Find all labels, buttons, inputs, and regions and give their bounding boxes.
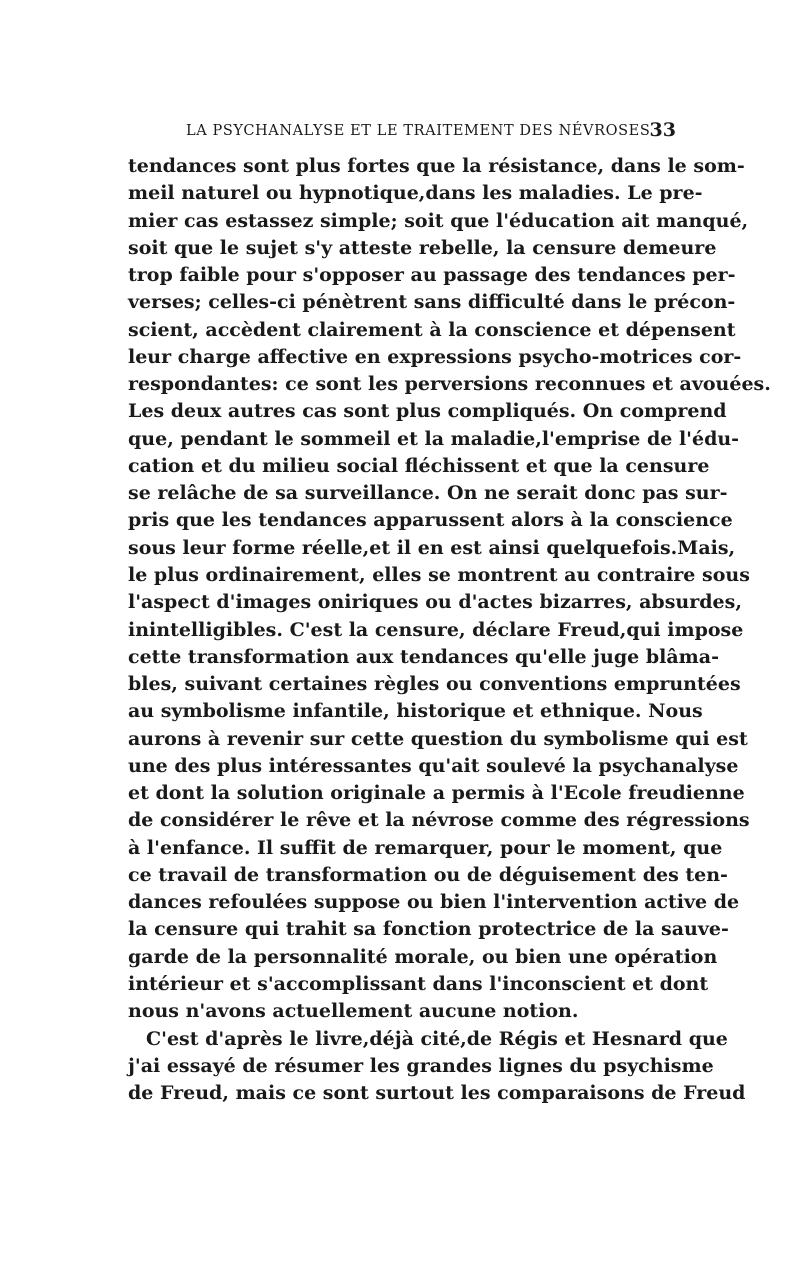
text-line: au symbolisme infantile, historique et ethnique. Nous — [128, 700, 703, 723]
text-line: C'est d'après le livre,déjà cité,de Régis et Hesnard que — [146, 1027, 728, 1050]
text-line: de Freud, mais ce sont surtout les comparaisons de Freud — [128, 1082, 746, 1105]
text-line: intérieur et s'accomplissant dans l'inconscient et dont — [128, 972, 709, 995]
text-line: trop faible pour s'opposer au passage des tendances per- — [128, 264, 736, 287]
text-line: mier cas estassez simple; soit que l'éducation ait manqué, — [128, 209, 749, 232]
text-line: ce travail de transformation ou de déguisement des ten- — [128, 863, 728, 886]
running-title: LA PSYCHANALYSE ET LE TRAITEMENT DES NÉVROSES — [186, 123, 651, 139]
text-line: l'aspect d'images oniriques ou d'actes bizarres, absurdes, — [128, 591, 742, 614]
body-text — [128, 153, 771, 1107]
text-line: scient, accèdent clairement à la conscience et dépensent — [128, 318, 736, 341]
text-line: aurons à revenir sur cette question du symbolisme qui est — [128, 727, 748, 750]
text-line: se relâche de sa surveillance. On ne serait donc pas sur- — [128, 482, 728, 505]
text-line: Les deux autres cas sont plus compliqués. On comprend — [128, 400, 727, 423]
text-line: le plus ordinairement, elles se montrent au contraire sous — [128, 563, 750, 586]
text-line: cation et du milieu social fléchissent et que la censure — [128, 454, 710, 477]
text-line: bles, suivant certaines règles ou conventions empruntées — [128, 673, 741, 696]
text-line: que, pendant le sommeil et la maladie,l'emprise de l'édu- — [128, 427, 740, 450]
text-line: nous n'avons actuellement aucune notion. — [128, 1000, 579, 1023]
text-line: pris que les tendances apparussent alors à la conscience — [128, 509, 733, 532]
text-line: une des plus intéressantes qu'ait soulevé la psychanalyse — [128, 754, 739, 777]
text-line: respondantes: ce sont les perversions reconnues et avouées. — [128, 373, 771, 396]
running-head — [186, 119, 676, 143]
text-line: tendances sont plus fortes que la résistance, dans le som- — [128, 155, 745, 177]
text-line: à l'enfance. Il suffit de remarquer, pour le moment, que — [128, 836, 723, 859]
text-line: de considérer le rêve et la névrose comme des régressions — [128, 809, 750, 832]
page-number: 33 — [649, 119, 676, 141]
text-line: cette transformation aux tendances qu'elle juge blâma- — [128, 645, 719, 668]
text-line: j'ai essayé de résumer les grandes lignes du psychisme — [128, 1054, 714, 1077]
text-line: soit que le sujet s'y atteste rebelle, la censure demeure — [128, 236, 717, 259]
text-line: leur charge affective en expressions psycho-motrices cor- — [128, 345, 742, 368]
text-line: et dont la solution originale a permis à l'Ecole freudienne — [128, 782, 745, 805]
text-line: la censure qui trahit sa fonction protectrice de la sauve- — [128, 918, 729, 941]
text-line: verses; celles-ci pénètrent sans difficulté dans le précon- — [128, 291, 736, 314]
text-line: meil naturel ou hypnotique,dans les maladies. Le pre- — [128, 182, 703, 205]
text-line: garde de la personnalité morale, ou bien une opération — [128, 945, 718, 968]
text-line: dances refoulées suppose ou bien l'intervention active de — [128, 891, 740, 914]
text-line: sous leur forme réelle,et il en est ainsi quelquefois.Mais, — [128, 536, 736, 559]
text-line: inintelligibles. C'est la censure, déclare Freud,qui impose — [128, 618, 744, 641]
